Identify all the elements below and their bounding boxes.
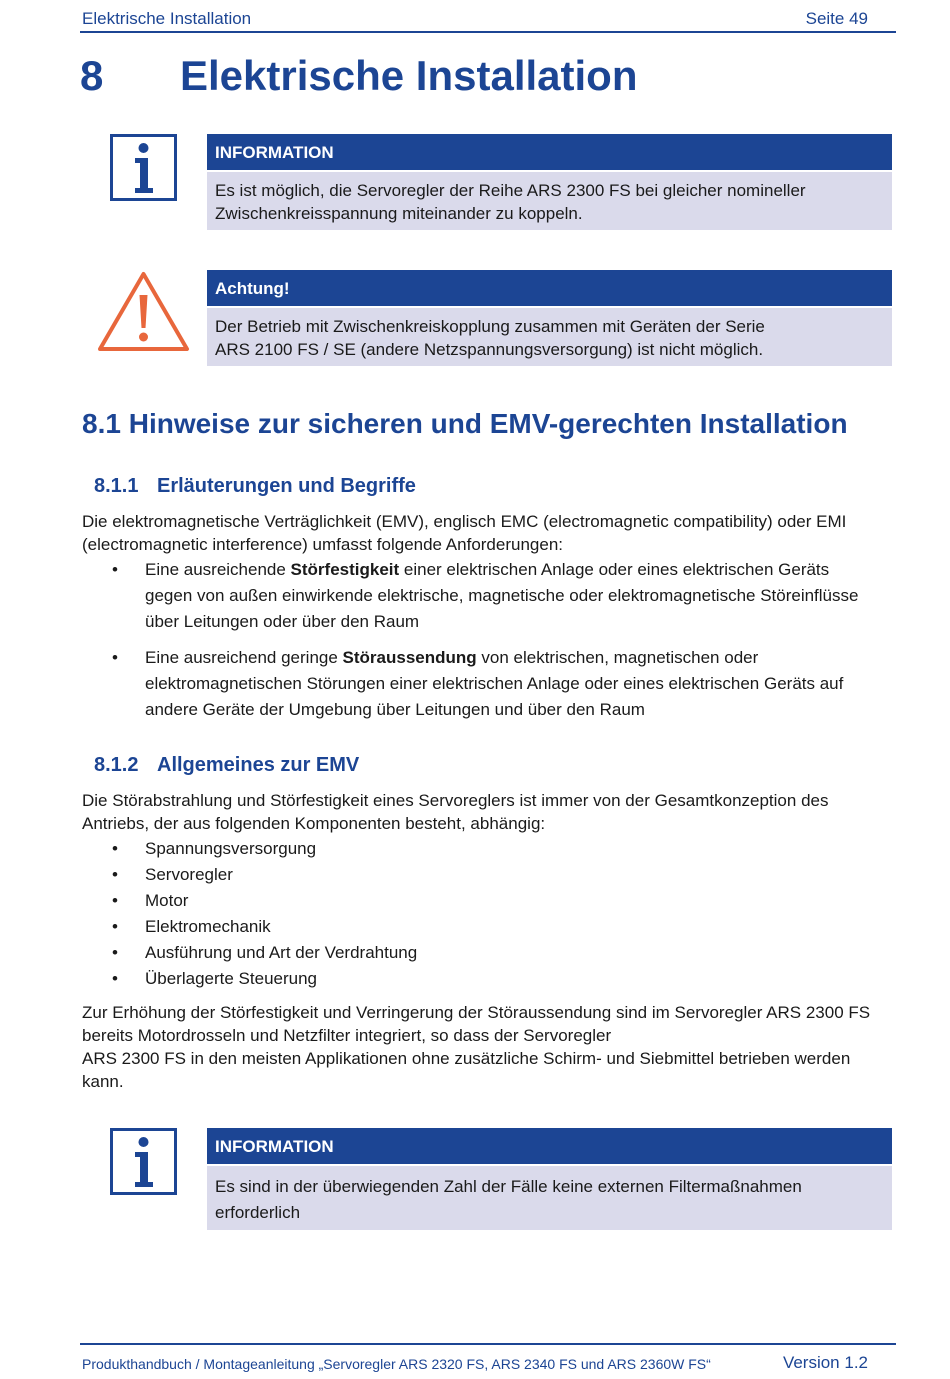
list-item — [112, 862, 882, 888]
list-item-text: einer elektrischen Anlage oder eines elektrischen Geräts — [399, 560, 830, 579]
paragraph — [82, 510, 897, 556]
chapter-title: Elektrische Installation — [180, 52, 638, 99]
warning-text-line: ARS 2100 FS / SE (andere Netzspannungsversorgung) ist nicht möglich. — [215, 340, 764, 359]
warning-box-heading: Achtung! — [207, 270, 892, 306]
running-header-title: Elektrische Installation — [82, 9, 252, 28]
list-item-text: Servoregler — [145, 865, 233, 884]
bullet-dot: • — [112, 865, 118, 884]
footer-version: Version 1.2 — [782, 1353, 868, 1372]
list-item-emphasis: Störfestigkeit — [290, 560, 400, 579]
footer-rule — [80, 1343, 896, 1345]
bullet-dot: • — [112, 891, 118, 910]
warning-box — [207, 270, 892, 366]
list-item — [112, 940, 882, 966]
bullet-dot: • — [112, 969, 118, 988]
list-item-text: gegen von außen einwirkende elektrische, magnetische oder elektromagnetische Störeinflüsse — [145, 586, 859, 605]
bullet-dot: • — [112, 648, 118, 667]
list-item-text: Eine ausreichend geringe — [145, 648, 343, 667]
information-box-heading: INFORMATION — [207, 134, 892, 170]
bullet-dot: • — [112, 560, 118, 579]
information-text-line: Es sind in der überwiegenden Zahl der Fälle keine externen Filtermaßnahmen — [215, 1177, 802, 1196]
list-item-text: Spannungsversorgung — [145, 839, 317, 858]
bullet-dot: • — [112, 917, 118, 936]
list-item — [112, 645, 882, 723]
subsection-heading — [94, 754, 359, 777]
subsection-title: Allgemeines zur EMV — [157, 754, 360, 776]
list-item-text: von elektrischen, magnetischen oder — [476, 648, 759, 667]
list-item — [112, 888, 882, 914]
paragraph — [82, 1001, 897, 1093]
list-item-text: über Leitungen oder über den Raum — [145, 612, 420, 631]
running-header-page: Seite 49 — [805, 9, 868, 28]
bullet-dot: • — [112, 943, 118, 962]
information-box — [207, 134, 892, 230]
paragraph-line: (electromagnetic interference) umfasst folgende Anforderungen: — [82, 535, 563, 554]
list-item-text: Ausführung und Art der Verdrahtung — [145, 943, 418, 962]
list-item-text: andere Geräte der Umgebung über Leitungen und über den Raum — [145, 700, 645, 719]
header-rule — [80, 31, 896, 33]
section-number: 8.1 — [82, 408, 121, 439]
list-item-emphasis: Störaussendung — [342, 648, 477, 667]
components-list — [112, 836, 882, 992]
paragraph-line: ARS 2300 FS in den meisten Applikationen ohne zusätzliche Schirm- und Siebmittel betrieben werden — [82, 1049, 851, 1068]
information-icon — [110, 134, 177, 206]
subsection-heading — [94, 475, 416, 498]
list-item-text: Motor — [145, 891, 189, 910]
list-item — [112, 836, 882, 862]
information-icon — [110, 1128, 177, 1200]
information-box-body — [207, 1166, 892, 1230]
paragraph-line: Antriebs, der aus folgenden Komponenten besteht, abhängig: — [82, 814, 546, 833]
requirements-list — [112, 557, 882, 733]
subsection-number: 8.1.1 — [94, 475, 139, 497]
list-item — [112, 914, 882, 940]
list-item — [112, 966, 882, 992]
bullet-dot: • — [112, 839, 118, 858]
information-box — [207, 1128, 892, 1230]
paragraph-line: kann. — [82, 1072, 124, 1091]
footer-document-title: Produkthandbuch / Montageanleitung „Servoregler ARS 2320 FS, ARS 2340 FS und ARS 2360W FS“ — [82, 1356, 711, 1372]
paragraph-line: bereits Motordrosseln und Netzfilter integriert, so dass der Servoregler — [82, 1026, 612, 1045]
subsection-number: 8.1.2 — [94, 754, 139, 776]
information-box-body — [207, 172, 892, 230]
list-item-text: elektromagnetischen Störungen einer elektrischen Anlage oder eines elektrischen Geräts auf — [145, 674, 844, 693]
list-item-text: Eine ausreichende — [145, 560, 291, 579]
information-text-line: Es ist möglich, die Servoregler der Reihe ARS 2300 FS bei gleicher nomineller — [215, 181, 806, 200]
paragraph-line: Die elektromagnetische Verträglichkeit (EMV), englisch EMC (electromagnetic compatibility) oder EMI — [82, 512, 847, 531]
subsection-title: Erläuterungen und Begriffe — [157, 475, 416, 497]
information-text-line: Zwischenkreisspannung miteinander zu koppeln. — [215, 204, 583, 223]
warning-box-body — [207, 308, 892, 366]
list-item — [112, 557, 882, 635]
information-box-heading: INFORMATION — [207, 1128, 892, 1164]
list-item-text: Elektromechanik — [145, 917, 271, 936]
list-item-text: Überlagerte Steuerung — [145, 969, 318, 988]
paragraph — [82, 789, 897, 835]
paragraph-line: Die Störabstrahlung und Störfestigkeit eines Servoreglers ist immer von der Gesamtkonzeption des — [82, 791, 829, 810]
chapter-number: 8 — [80, 52, 104, 99]
section-title: Hinweise zur sicheren und EMV-gerechten Installation — [128, 408, 848, 439]
information-text-line: erforderlich — [215, 1203, 301, 1222]
section-heading — [82, 408, 848, 440]
warning-triangle-icon — [96, 270, 191, 357]
paragraph-line: Zur Erhöhung der Störfestigkeit und Verringerung der Störaussendung sind im Servoregler ARS 2300 FS — [82, 1003, 871, 1022]
warning-text-line: Der Betrieb mit Zwischenkreiskopplung zusammen mit Geräten der Serie — [215, 317, 765, 336]
